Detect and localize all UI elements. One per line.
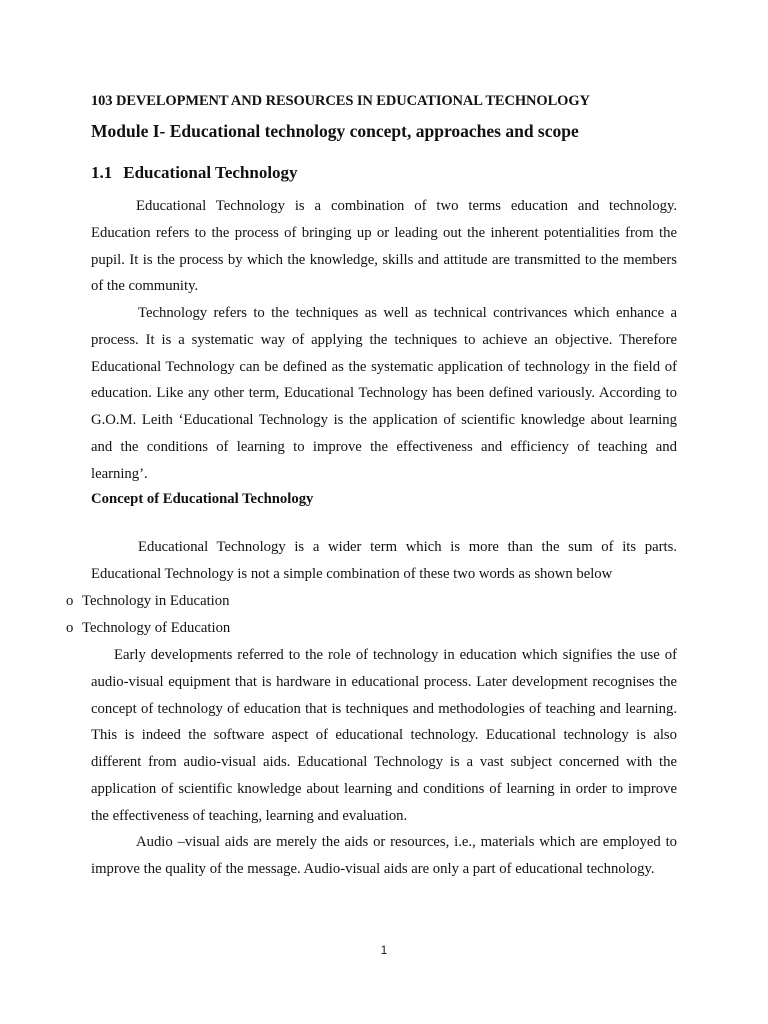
paragraph-technology-definition: Technology refers to the techniques as well as technical contrivances which enhance a process. It is a systematic way of applying the techniques to achieve an objective. Therefore Educational Technology can be defined as the systematic application of technology in the field of education. Like any other term, Educational Technology has been defined variously. According to G.O.M. Leith ‘Educational Technology is the application of scientific knowledge about learning and the conditions of learning to improve the effectiveness and efficiency of teaching and learning’. [91, 305, 677, 482]
page-number: 1 [380, 943, 388, 957]
concept-heading: Concept of Educational Technology [91, 491, 314, 507]
list-item [66, 615, 230, 642]
section-number: 1.1 [91, 163, 113, 182]
bullet-marker: o [66, 619, 74, 636]
paragraph-concept-intro: Educational Technology is a wider term which is more than the sum of its parts. Educational Technology is not a simple combination of these two words as shown below [91, 539, 677, 582]
bullet-text: Technology of Education [82, 619, 231, 636]
paragraph-early-developments: Early developments referred to the role of technology in education which signifies the use of audio-visual equipment that is hardware in educational process. Later development recognises the concept of technology of education that is techniques and methodologies of teaching and learning. This is indeed the software aspect of educational technology. Educational technology is also different from audio-visual aids. Educational Technology is a vast subject concerned with the application of scientific knowledge about learning and conditions of learning in order to improve the effectiveness of teaching, learning and evaluation. [91, 647, 677, 824]
document-title: 103 DEVELOPMENT AND RESOURCES IN EDUCATIONAL TECHNOLOGY [91, 93, 590, 109]
bullet-text: Technology in Education [82, 593, 230, 609]
list-item [66, 588, 230, 615]
section-heading [91, 163, 298, 183]
paragraph-audio-visual-aids: Audio –visual aids are merely the aids or resources, i.e., materials which are employed to improve the quality of the message. Audio-visual aids are only a part of educational technology. [91, 834, 677, 877]
module-title: Module I- Educational technology concept, approaches and scope [91, 121, 579, 141]
paragraph-education-definition: Educational Technology is a combination of two terms education and technology. Education refers to the process of bringing up or leading out the inherent potentialities from the pupil. It is the process by which the knowledge, skills and attitude are transmitted to the members of the community. [91, 198, 677, 295]
section-title: Educational Technology [123, 163, 298, 182]
concept-bullet-list [66, 588, 230, 642]
bullet-marker: o [66, 593, 74, 609]
